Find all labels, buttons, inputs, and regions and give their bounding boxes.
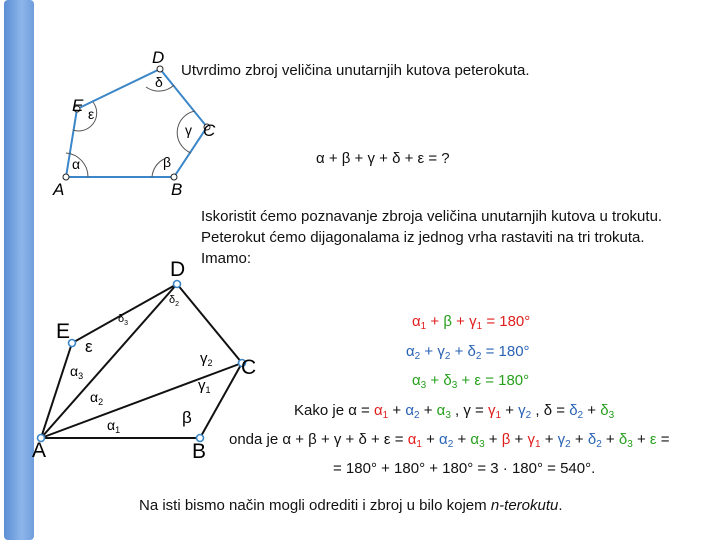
equation-triangle-1: $\alpha_1 + \beta + \gamma_1 = 180^\circ$	[412, 313, 531, 332]
angle-label-bottom-beta: β	[182, 408, 192, 427]
vertex-label-bottom-c: C	[241, 356, 257, 379]
angle-label-top-delta: δ	[155, 74, 163, 90]
equation-triangle-3: $\alpha_3 + \delta_3 + \varepsilon = 180^\circ$	[412, 372, 530, 391]
angle-sum-expansion-line: onda je $\alpha + \beta + \gamma + \delta + \varepsilon = \alpha_1 + \alpha_2 + \alpha_3 + \beta + \gamma_1 + \gamma_2 + \delta_2 + \delta_3 + \varepsilon$ =	[229, 431, 670, 450]
vertex-label-top-e: E	[72, 96, 84, 115]
angle-label-bottom-delta3: $\delta_3$	[118, 313, 129, 327]
intro-text: Utvrdimo zbroj veličina unutarnjih kutova peterokuta.	[181, 62, 530, 79]
angle-label-bottom-alpha3: $\alpha_3$	[70, 363, 84, 381]
angle-label-top-epsilon: ε	[88, 106, 95, 122]
angle-label-top-gamma: γ	[185, 122, 192, 138]
angle-decomposition-line: Kako je $\alpha = \alpha_1 + \alpha_2 + \alpha_3$ , $\gamma = \gamma_1 + \gamma_2$ , $\delta = \delta_2 + \delta_3$	[294, 402, 615, 421]
equation-triangle-2: $\alpha_2 + \gamma_2 + \delta_2 = 180^\circ$	[406, 343, 530, 362]
paragraph-line-1: Iskoristit ćemo poznavanje zbroja veličina unutarnjih kutova u trokutu.	[201, 208, 663, 225]
paragraph-line-2: Peterokut ćemo dijagonalama iz jednog vrha rastaviti na tri trokuta.	[201, 229, 645, 246]
paragraph-line-3: Imamo:	[201, 250, 252, 267]
vertex-label-top-d: D	[152, 48, 165, 67]
angle-sum-result-line: = 180° + 180° + 180° = 3 · 180° = 540°.	[333, 460, 596, 477]
angle-label-top-beta: β	[163, 154, 172, 170]
angle-label-bottom-delta2: $\delta_2$	[169, 294, 180, 308]
vertex-label-bottom-e: E	[56, 320, 71, 343]
angle-label-bottom-alpha1: $\alpha_1$	[107, 417, 121, 435]
angle-label-bottom-gamma1: $\gamma_1$	[198, 377, 211, 395]
angle-label-bottom-epsilon: ε	[85, 337, 93, 356]
angle-sum-question: α + β + γ + δ + ε = ?	[316, 150, 450, 167]
angle-label-bottom-alpha2: $\alpha_2$	[90, 389, 104, 407]
vertex-label-top-c: C	[203, 121, 216, 140]
vertex-label-bottom-d: D	[170, 258, 186, 281]
vertex-label-top-b: B	[171, 180, 183, 199]
conclusion-text: Na isti bismo način mogli odrediti i zbroj u bilo kojem n-terokutu.	[139, 497, 563, 514]
angle-label-bottom-gamma2: $\gamma_2$	[200, 350, 213, 368]
vertex-label-bottom-a: A	[32, 439, 47, 462]
vertex-label-top-a: A	[53, 180, 65, 199]
angle-label-top-alpha: α	[72, 156, 81, 172]
vertex-label-bottom-b: B	[192, 440, 207, 463]
